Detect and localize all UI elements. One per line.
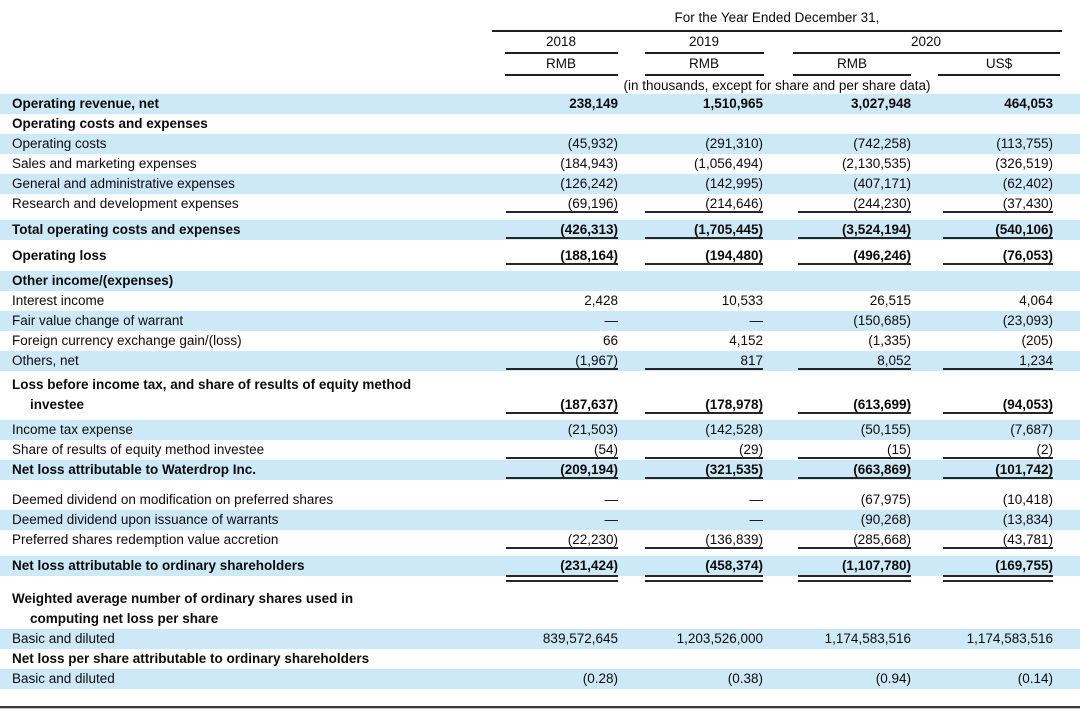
cell-value: (90,268) bbox=[860, 512, 911, 527]
cell-value: (1,967) bbox=[478, 351, 618, 371]
table-body bbox=[0, 94, 1080, 689]
cell-value: (2) bbox=[911, 440, 1053, 460]
row-label: Fair value change of warrant bbox=[12, 313, 184, 328]
cell-value: (426,313) bbox=[478, 220, 618, 240]
cell-value: (67,975) bbox=[860, 492, 911, 507]
table-row bbox=[0, 556, 1080, 576]
cell-value: 817 bbox=[618, 351, 763, 371]
cell-value bbox=[618, 114, 763, 134]
cell-value: 1,203,526,000 bbox=[676, 631, 763, 646]
cell-value: (45,932) bbox=[567, 136, 618, 151]
row-label: computing net loss per share bbox=[30, 611, 219, 626]
table-row bbox=[0, 649, 1080, 669]
table-row bbox=[0, 589, 1080, 629]
currency-underline-1 bbox=[505, 74, 618, 76]
cell-value bbox=[911, 649, 1053, 669]
row-label: Research and development expenses bbox=[12, 196, 239, 211]
cell-value: (321,535) bbox=[618, 460, 763, 480]
cell-value: (2,130,535) bbox=[841, 156, 911, 171]
cell-value: (178,978) bbox=[618, 395, 763, 415]
table-row bbox=[0, 220, 1080, 240]
cell-value bbox=[763, 649, 911, 669]
cell-value: 1,174,583,516 bbox=[966, 631, 1053, 646]
cell-value: (126,242) bbox=[560, 176, 618, 191]
row-label: Operating costs bbox=[12, 136, 107, 151]
table-row bbox=[0, 440, 1080, 460]
cell-value: (23,093) bbox=[1002, 313, 1053, 328]
table-row bbox=[0, 331, 1080, 351]
row-label: Basic and diluted bbox=[12, 671, 115, 686]
row-label: Operating revenue, net bbox=[12, 96, 160, 111]
cell-value: (458,374) bbox=[618, 556, 763, 576]
cell-value: (10,418) bbox=[1002, 492, 1053, 507]
cell-value bbox=[763, 271, 911, 291]
table-row bbox=[0, 420, 1080, 440]
cell-value: (0.28) bbox=[582, 671, 618, 686]
table-row bbox=[0, 94, 1080, 114]
row-label: Others, net bbox=[12, 353, 79, 368]
cell-value: — bbox=[749, 512, 763, 527]
cell-value: (184,943) bbox=[560, 156, 618, 171]
cell-value: 1,234 bbox=[911, 351, 1053, 371]
cell-value: (62,402) bbox=[1002, 176, 1053, 191]
cell-value bbox=[911, 609, 1053, 629]
cell-value bbox=[911, 271, 1053, 291]
row-label: Preferred shares redemption value accretion bbox=[12, 532, 279, 547]
table-row bbox=[0, 271, 1080, 291]
row-label: Net loss attributable to ordinary shareholders bbox=[12, 558, 305, 573]
cell-value bbox=[763, 114, 911, 134]
table-row bbox=[0, 311, 1080, 331]
table-row bbox=[0, 246, 1080, 266]
cell-value: 1,174,583,516 bbox=[824, 631, 911, 646]
row-label: Foreign currency exchange gain/(loss) bbox=[12, 333, 242, 348]
cell-value: (43,781) bbox=[911, 530, 1053, 550]
currency-underline-4 bbox=[938, 74, 1060, 76]
row-label: Weighted average number of ordinary shares used in bbox=[12, 591, 354, 606]
cell-value: (214,646) bbox=[618, 194, 763, 214]
cell-value: 4,064 bbox=[1019, 293, 1053, 308]
row-label: investee bbox=[30, 397, 85, 412]
cell-value: (15) bbox=[763, 440, 911, 460]
column-header-currency-3: RMB bbox=[837, 56, 867, 71]
cell-value: — bbox=[604, 492, 618, 507]
cell-value: (0.14) bbox=[1017, 671, 1053, 686]
row-label: Operating costs and expenses bbox=[12, 116, 208, 131]
table-row bbox=[0, 490, 1080, 510]
year-underline-2019 bbox=[645, 52, 764, 54]
table-row bbox=[0, 194, 1080, 214]
table-row bbox=[0, 629, 1080, 649]
cell-value: (22,230) bbox=[478, 530, 618, 550]
cell-value bbox=[478, 271, 618, 291]
table-row bbox=[0, 114, 1080, 134]
cell-value: (0.38) bbox=[727, 671, 763, 686]
cell-value: (326,519) bbox=[995, 156, 1053, 171]
cell-value: 8,052 bbox=[763, 351, 911, 371]
cell-value: (663,869) bbox=[763, 460, 911, 480]
cell-value: (7,687) bbox=[1010, 422, 1053, 437]
cell-value: (1,335) bbox=[868, 333, 911, 348]
column-header-currency-1: RMB bbox=[546, 56, 576, 71]
row-label: Loss before income tax, and share of results of equity method bbox=[12, 377, 412, 392]
cell-value: (0.94) bbox=[875, 671, 911, 686]
cell-value: (150,685) bbox=[853, 313, 911, 328]
cell-value: (3,524,194) bbox=[763, 220, 911, 240]
cell-value: 66 bbox=[602, 333, 618, 348]
cell-value: 2,428 bbox=[584, 293, 618, 308]
row-label: Sales and marketing expenses bbox=[12, 156, 197, 171]
cell-value: (613,699) bbox=[763, 395, 911, 415]
cell-value: — bbox=[604, 313, 618, 328]
table-row bbox=[0, 134, 1080, 154]
row-label: Basic and diluted bbox=[12, 631, 115, 646]
row-label: Share of results of equity method investee bbox=[12, 442, 265, 457]
cell-value: (1,705,445) bbox=[618, 220, 763, 240]
currency-underline-3 bbox=[793, 74, 911, 76]
column-header-year-2018: 2018 bbox=[545, 34, 577, 49]
cell-value bbox=[911, 114, 1053, 134]
row-label: Interest income bbox=[12, 293, 105, 308]
table-row bbox=[0, 530, 1080, 550]
cell-value: — bbox=[749, 313, 763, 328]
cell-value: (29) bbox=[618, 440, 763, 460]
cell-value bbox=[618, 271, 763, 291]
table-row bbox=[0, 375, 1080, 415]
column-header-currency-4: US$ bbox=[985, 56, 1013, 71]
cell-value: 238,149 bbox=[569, 96, 618, 111]
cell-value: (21,503) bbox=[567, 422, 618, 437]
bottom-page-rule bbox=[0, 706, 1080, 709]
cell-value: (142,995) bbox=[705, 176, 763, 191]
cell-value: 10,533 bbox=[721, 293, 763, 308]
table-row bbox=[0, 510, 1080, 530]
period-underline bbox=[492, 30, 1062, 32]
cell-value: 4,152 bbox=[729, 333, 763, 348]
column-header-year-2019: 2019 bbox=[688, 34, 720, 49]
cell-value: (142,528) bbox=[705, 422, 763, 437]
cell-value: 3,027,948 bbox=[850, 96, 911, 111]
cell-value: (113,755) bbox=[996, 136, 1053, 151]
cell-value: (285,668) bbox=[763, 530, 911, 550]
cell-value: (205) bbox=[1021, 333, 1053, 348]
row-label: Deemed dividend upon issuance of warrants bbox=[12, 512, 279, 527]
cell-value: (540,106) bbox=[911, 220, 1053, 240]
cell-value bbox=[478, 649, 618, 669]
table-row bbox=[0, 460, 1080, 480]
cell-value: (187,637) bbox=[478, 395, 618, 415]
table-row bbox=[0, 351, 1080, 371]
cell-value: 26,515 bbox=[869, 293, 911, 308]
period-title: For the Year Ended December 31, bbox=[674, 10, 880, 25]
row-label: Operating loss bbox=[12, 248, 107, 263]
cell-value: (69,196) bbox=[478, 194, 618, 214]
cell-value: (1,056,494) bbox=[693, 156, 763, 171]
table-row bbox=[0, 669, 1080, 689]
column-header-year-2020: 2020 bbox=[910, 34, 942, 49]
cell-value: — bbox=[604, 512, 618, 527]
table-row bbox=[0, 174, 1080, 194]
cell-value: (1,107,780) bbox=[763, 556, 911, 576]
cell-value: 839,572,645 bbox=[542, 631, 618, 646]
table-row bbox=[0, 291, 1080, 311]
cell-value: (496,246) bbox=[763, 246, 911, 266]
cell-value: (76,053) bbox=[911, 246, 1053, 266]
cell-value: (101,742) bbox=[911, 460, 1053, 480]
cell-value: — bbox=[749, 492, 763, 507]
cell-value: 464,053 bbox=[1004, 96, 1053, 111]
row-label: Total operating costs and expenses bbox=[12, 222, 241, 237]
cell-value bbox=[763, 609, 911, 629]
cell-value bbox=[618, 649, 763, 669]
cell-value bbox=[478, 114, 618, 134]
cell-value bbox=[618, 609, 763, 629]
cell-value: (194,480) bbox=[618, 246, 763, 266]
cell-value: (136,839) bbox=[618, 530, 763, 550]
cell-value: (742,258) bbox=[853, 136, 911, 151]
column-header-currency-2: RMB bbox=[689, 56, 719, 71]
table-row bbox=[0, 154, 1080, 174]
row-label: Other income/(expenses) bbox=[12, 273, 174, 288]
row-label: Deemed dividend on modification on preferred shares bbox=[12, 492, 334, 507]
year-underline-2020 bbox=[793, 52, 1060, 54]
cell-value bbox=[478, 609, 618, 629]
cell-value: (231,424) bbox=[478, 556, 618, 576]
cell-value: (13,834) bbox=[1002, 512, 1053, 527]
row-label: Net loss per share attributable to ordinary shareholders bbox=[12, 651, 370, 666]
cell-value: (169,755) bbox=[911, 556, 1053, 576]
cell-value: 1,510,965 bbox=[702, 96, 763, 111]
cell-value: (54) bbox=[478, 440, 618, 460]
units-note: (in thousands, except for share and per share data) bbox=[623, 78, 931, 93]
cell-value: (37,430) bbox=[911, 194, 1053, 214]
cell-value: (244,230) bbox=[763, 194, 911, 214]
cell-value: (50,155) bbox=[860, 422, 911, 437]
row-label: Income tax expense bbox=[12, 422, 133, 437]
cell-value: (94,053) bbox=[911, 395, 1053, 415]
row-label: Net loss attributable to Waterdrop Inc. bbox=[12, 462, 257, 477]
cell-value: (407,171) bbox=[853, 176, 911, 191]
row-label: General and administrative expenses bbox=[12, 176, 235, 191]
year-underline-2018 bbox=[505, 52, 618, 54]
currency-underline-2 bbox=[645, 74, 764, 76]
cell-value: (209,194) bbox=[478, 460, 618, 480]
cell-value: (188,164) bbox=[478, 246, 618, 266]
cell-value: (291,310) bbox=[705, 136, 763, 151]
